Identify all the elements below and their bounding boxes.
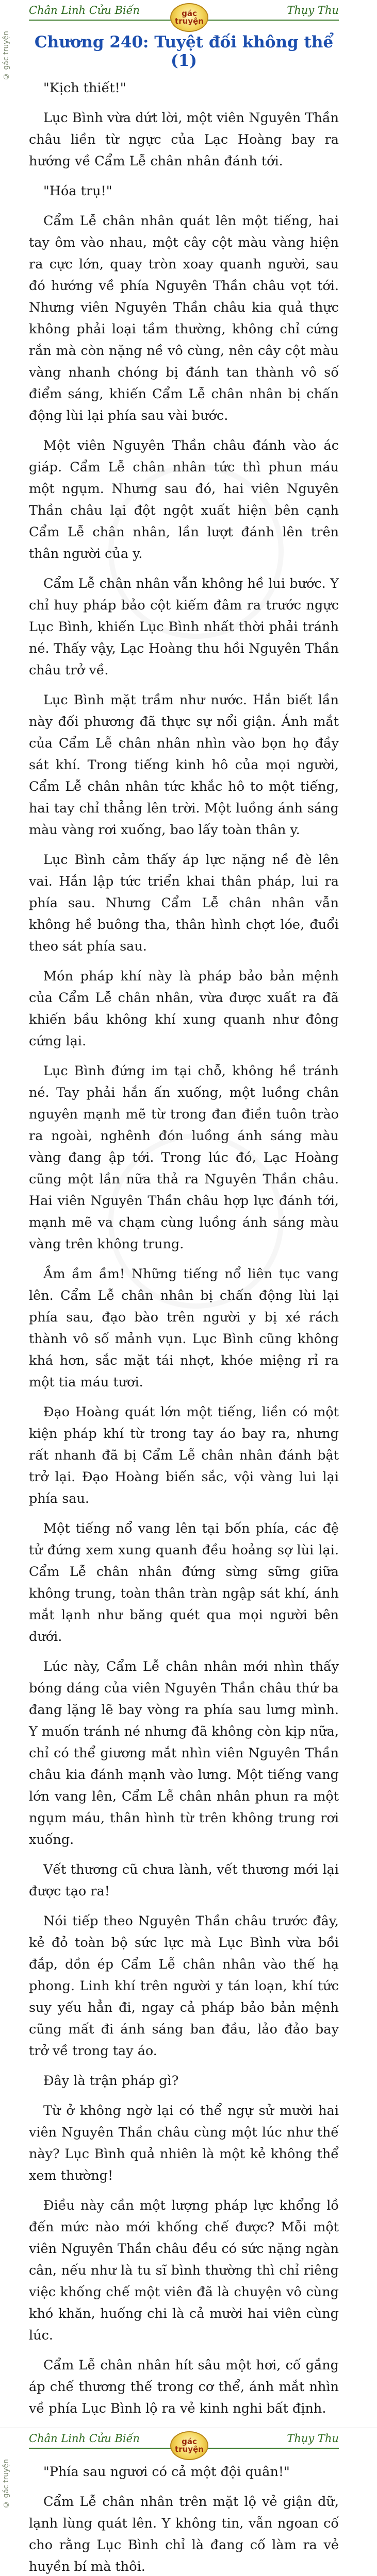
paragraph: Lục Bình mặt trầm như nước. Hắn biết lần này đối phương đã thực sự nổi giận. Ánh mắt của Cẩm Lễ chân nhân nhìn vào bọn họ đầy sát khí. Trong tiếng kinh hô của mọi người, Cẩm Lễ chân nhân tức khắc hô to một tiếng, hai tay chỉ thẳng lên trời. Một luồng ánh sáng màu vàng rơi xuống, bao lấy toàn thân y. [29, 692, 339, 838]
chapter-title: Chương 240: Tuyệt đối không thể (1) [34, 33, 334, 70]
paragraph: Lúc này, Cẩm Lễ chân nhân mới nhìn thấy bóng dáng của viên Nguyên Thần châu thứ ba đang lặng lẽ bay vòng ra phía sau lưng mình. Y muốn tránh né nhưng đã không còn kịp nữa, chỉ có thể giương mắt nhìn viên Nguyên Thần châu kia đánh mạnh vào lưng. Một tiếng vang lớn vang lên, Cẩm Lễ chân nhân phun ra một ngụm máu, thân hình từ trên không trung rơi xuống. [29, 1659, 339, 1848]
paragraph: Cẩm Lễ chân nhân hít sâu một hơi, cố gắng áp chế thương thế trong cơ thể, ánh mắt nhìn về phía Lục Bình lộ ra vẻ kinh nghi bất định. [29, 2358, 339, 2416]
paragraph: Điều này cần một lượng pháp lực khổng lồ đến mức nào mới khống chế được? Mỗi một viên Nguyên Thần châu đều có sức nặng ngàn cân, nếu như là tu sĩ bình thường thì chỉ riêng việc khống chế một viên đã là chuyện vô cùng khó khăn, huống chi là cả mười hai viên cùng lúc. [29, 2198, 339, 2343]
side-watermark: © gác truyện [2, 31, 10, 80]
paragraph: "Kịch thiết!" [43, 80, 126, 96]
paragraph: Từ ở không ngờ lại có thể ngự sử mười hai viên Nguyên Thần châu cùng một lúc như thế này? Lục Bình quả nhiên là một kẻ không thể xem thường! [29, 2103, 339, 2183]
author-name: Thụy Thu [287, 4, 339, 16]
logo-text: gác truyện [175, 2437, 204, 2454]
paragraph: Đạo Hoàng quát lớn một tiếng, liền có một kiện pháp khí từ trong tay áo bay ra, nhưng rất nhanh đã bị Cẩm Lễ chân nhân đánh bật trở lại. Đạo Hoàng biến sắc, vội vàng lui lại phía sau. [29, 1404, 339, 1506]
author-name: Thụy Thu [287, 2432, 339, 2445]
paragraph: Cẩm Lễ chân nhân quát lên một tiếng, hai tay ôm vào nhau, một cây cột màu vàng hiện ra cực lớn, quay tròn xoay quanh người, sau đó hướng về phía Nguyên Thần châu vọt tới. Nhưng viên Nguyên Thần châu kia quả thực không phải loại tầm thường, không chỉ cứng rắn mà còn nặng nề vô cùng, nên cây cột màu vàng nhanh chóng bị đánh tan thành vô số điểm sáng, khiến Cẩm Lễ chân nhân bị chấn động lùi lại phía sau vài bước. [29, 213, 339, 423]
chapter-body [29, 2461, 339, 2576]
site-logo [170, 3, 208, 32]
paragraph: "Phía sau ngươi có cả một đội quân!" [43, 2464, 290, 2480]
paragraph: Cẩm Lễ chân nhân trên mặt lộ vẻ giận dữ, lạnh lùng quát lên. Y không tin, vẫn ngoan cố cho rằng Lục Bình chỉ là đang cố làm ra vẻ huyền bí mà thôi. [29, 2494, 339, 2574]
paragraph: Món pháp khí này là pháp bảo bản mệnh của Cẩm Lễ chân nhân, vừa được xuất ra đã khiến bầu không khí xung quanh như đông cứng lại. [29, 969, 339, 1049]
paragraph: Lục Bình vừa dứt lời, một viên Nguyên Thần châu liền từ ngực của Lạc Hoàng bay ra hướng về Cẩm Lễ chân nhân đánh tới. [29, 110, 339, 169]
paragraph: Lục Bình cảm thấy áp lực nặng nề đè lên vai. Hắn lập tức triển khai thân pháp, lui ra phía sau. Nhưng Cẩm Lễ chân nhân vẫn không hề buông tha, thân hình chợt lóe, đuổi theo sát phía sau. [29, 852, 339, 954]
site-logo [170, 2431, 208, 2460]
document-page-2 [0, 2428, 377, 2576]
paragraph: Cẩm Lễ chân nhân vẫn không hề lui bước. Y chỉ huy pháp bảo cột kiếm đâm ra trước ngực Lục Bình, khiến Lục Bình nhất thời phải tránh né. Thấy vậy, Lạc Hoàng thu hồi Nguyên Thần châu trở về. [29, 576, 339, 678]
logo-text: gác truyện [175, 9, 204, 26]
paragraph: Lục Bình đứng im tại chỗ, không hề tránh né. Tay phải hắn ấn xuống, một luồng chân nguyên mạnh mẽ từ trong đan điền tuôn trào ra ngoài, nghênh đón luồng ánh sáng màu vàng đang ập tới. Trong lúc đó, Lạc Hoàng cũng một lần nữa thả ra Nguyên Thần châu. Hai viên Nguyên Thần châu hợp lực đánh tới, mạnh mẽ va chạm cùng luồng ánh sáng màu vàng trên không trung. [29, 1063, 339, 1252]
paragraph: Một viên Nguyên Thần châu đánh vào ác giáp. Cẩm Lễ chân nhân tức thì phun máu một ngụm. Nhưng sau đó, hai viên Nguyên Thần châu lại đột ngột xuất hiện bên cạnh Cẩm Lễ chân nhân, lần lượt đánh lên trên thân người của y. [29, 438, 339, 562]
chapter-body [29, 77, 339, 2419]
paragraph: Ầm ầm ầm! Những tiếng nổ liên tục vang lên. Cẩm Lễ chân nhân bị chấn động lùi lại phía sau, đạo bào trên người y bị xé rách thành vô số mảnh vụn. Lục Bình cũng không khá hơn, sắc mặt tái nhợt, khóe miệng rỉ ra một tia máu tươi. [29, 1266, 339, 1390]
paragraph: Đây là trận pháp gì? [43, 2073, 179, 2089]
paragraph: "Hóa trụ!" [43, 183, 112, 199]
book-title: Chân Linh Cửu Biến [29, 2432, 140, 2445]
side-watermark: © gác truyện [2, 2459, 10, 2509]
paragraph: Nói tiếp theo Nguyên Thần châu trước đây, kẻ đỏ toàn bộ sức lực mà Lục Bình vừa bồi đắp, dồn ép Cẩm Lễ chân nhân vào thế hạ phong. Linh khí trên người y tán loạn, khí tức suy yếu hẳn đi, ngay cả pháp bảo bản mệnh cũng mất đi ánh sáng ban đầu, lảo đảo bay trở về trong tay áo. [29, 1913, 339, 2059]
paragraph: Vết thương cũ chưa lành, vết thương mới lại được tạo ra! [29, 1862, 339, 1899]
paragraph: Một tiếng nổ vang lên tại bốn phía, các đệ tử đứng xem xung quanh đều hoảng sợ lùi lại. Cẩm Lễ chân nhân đứng sừng sững giữa không trung, toàn thân tràn ngập sát khí, ánh mắt lạnh như băng quét qua mọi người bên dưới. [29, 1521, 339, 1645]
book-title: Chân Linh Cửu Biến [29, 4, 140, 16]
